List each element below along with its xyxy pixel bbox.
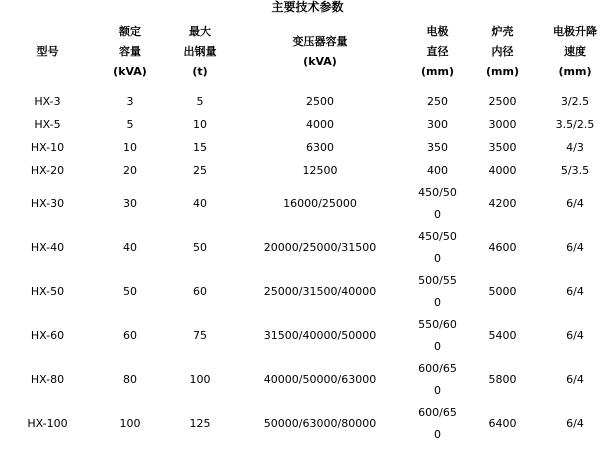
max-tapping-cell: 5 [196,94,204,108]
cell-line: 350 [427,140,448,154]
shell-diameter-cell: 5800 [488,373,517,386]
model-cell: HX-30 [30,197,65,210]
model-cell: HX-40 [30,241,65,254]
rated-capacity-cell: 3 [126,94,134,108]
model-cell: HX-60 [30,329,65,342]
header-line: 出钢量 [183,45,217,58]
header-line: 内径 [491,45,514,58]
shell-diameter-cell: 5400 [488,329,517,342]
header-line: (mm) [558,65,592,78]
spec-table [0,14,615,446]
cell-line: 500/55 [418,274,457,287]
model-cell: HX-10 [30,140,65,154]
cell-line: 450/50 [418,186,457,199]
header-line: 电极升降 [553,25,597,38]
table-body [0,90,615,446]
col-transformer-header [235,14,405,90]
rated-capacity-cell: 20 [123,163,137,177]
header-line: (mm) [421,65,454,78]
electrode-diameter-cell [405,159,470,182]
transformer-cell: 2500 [306,94,334,108]
max-tapping-cell: 60 [193,285,207,298]
table-row [0,270,615,314]
lift-speed-cell: 6/4 [566,241,584,254]
rated-capacity-cell: 5 [126,117,134,131]
transformer-cell: 16000/25000 [283,197,357,210]
lift-speed-cell: 6/4 [566,373,584,386]
table-row [0,182,615,226]
transformer-cell: 4000 [306,117,334,131]
lift-speed-cell: 5/3.5 [560,163,590,177]
lift-speed-cell: 3.5/2.5 [555,117,595,131]
header-line: (t) [192,65,208,78]
cell-line: 0 [434,252,441,265]
table-row [0,90,615,113]
model-cell: HX-80 [30,373,65,386]
col-max-tapping-header [165,14,235,90]
header-line: (kVA) [113,65,147,78]
rated-capacity-cell: 40 [123,241,137,254]
cell-line: 300 [427,117,448,131]
rated-capacity-cell: 60 [123,329,137,342]
table-row [0,358,615,402]
header-line: 速度 [564,45,586,58]
transformer-cell: 25000/31500/40000 [263,285,377,298]
cell-line: 0 [434,384,441,397]
rated-capacity-cell: 80 [123,373,137,386]
header-line: 直径 [426,45,449,58]
shell-diameter-cell: 4600 [488,241,517,254]
shell-diameter-cell: 2500 [488,94,517,108]
header-line: 电极 [426,25,449,38]
shell-diameter-cell: 3000 [488,117,517,131]
max-tapping-cell: 25 [193,163,207,177]
lift-speed-cell: 6/4 [566,417,584,430]
header-line: 额定 [119,25,141,38]
table-row [0,159,615,182]
table-row [0,136,615,159]
shell-diameter-cell: 6400 [488,417,517,430]
table-row [0,314,615,358]
electrode-diameter-cell [405,136,470,159]
max-tapping-cell: 50 [193,241,207,254]
lift-speed-cell: 4/3 [566,140,584,154]
transformer-cell: 6300 [306,140,334,154]
header-line: (mm) [486,65,519,78]
shell-diameter-cell: 5000 [488,285,517,298]
max-tapping-cell: 75 [193,329,207,342]
col-shell-diameter-header [470,14,535,90]
transformer-cell: 50000/63000/80000 [263,417,377,430]
header-line: 型号 [36,45,59,58]
electrode-diameter-cell [405,358,470,402]
rated-capacity-cell: 10 [123,140,137,154]
lift-speed-cell: 6/4 [566,329,584,342]
max-tapping-cell: 15 [193,140,207,154]
transformer-cell: 12500 [302,163,338,177]
col-model-header [0,14,95,90]
rated-capacity-cell: 30 [123,197,137,210]
max-tapping-cell: 40 [193,197,207,210]
model-cell: HX-5 [34,117,61,131]
transformer-cell: 40000/50000/63000 [263,373,377,386]
cell-line: 0 [434,208,441,221]
lift-speed-cell: 3/2.5 [560,94,590,108]
col-lift-speed-header [535,14,615,90]
col-electrode-diameter-header [405,14,470,90]
col-rated-capacity-header [95,14,165,90]
header-line: 最大 [189,25,211,38]
table-header-row [0,14,615,90]
electrode-diameter-cell [405,90,470,113]
cell-line: 550/60 [418,318,457,331]
model-cell: HX-20 [30,163,65,177]
cell-line: 600/65 [418,406,457,419]
electrode-diameter-cell [405,314,470,358]
header-line: 容量 [119,45,141,58]
electrode-diameter-cell [405,270,470,314]
model-cell: HX-50 [30,285,65,298]
cell-line: 400 [427,163,448,177]
cell-line: 0 [434,428,441,441]
shell-diameter-cell: 3500 [488,140,517,154]
max-tapping-cell: 100 [189,373,211,386]
max-tapping-cell: 10 [193,117,207,131]
cell-line: 0 [434,296,441,309]
cell-line: 250 [427,94,448,108]
electrode-diameter-cell [405,182,470,226]
rated-capacity-cell: 100 [119,417,141,430]
shell-diameter-cell: 4200 [488,197,517,210]
table-row [0,113,615,136]
lift-speed-cell: 6/4 [566,197,584,210]
header-line: 炉壳 [491,25,514,38]
electrode-diameter-cell [405,402,470,446]
table-row [0,226,615,270]
electrode-diameter-cell [405,226,470,270]
header-line: (kVA) [303,55,337,68]
shell-diameter-cell: 4000 [488,163,517,177]
electrode-diameter-cell [405,113,470,136]
model-cell: HX-3 [34,94,61,108]
model-cell: HX-100 [27,417,68,430]
lift-speed-cell: 6/4 [566,285,584,298]
max-tapping-cell: 125 [189,417,211,430]
transformer-cell: 20000/25000/31500 [263,241,377,254]
table-row [0,402,615,446]
transformer-cell: 31500/40000/50000 [263,329,377,342]
header-line: 变压器容量 [292,35,348,48]
page-title: 主要技术参数 [271,0,344,14]
cell-line: 0 [434,340,441,353]
cell-line: 600/65 [418,362,457,375]
rated-capacity-cell: 50 [123,285,137,298]
cell-line: 450/50 [418,230,457,243]
